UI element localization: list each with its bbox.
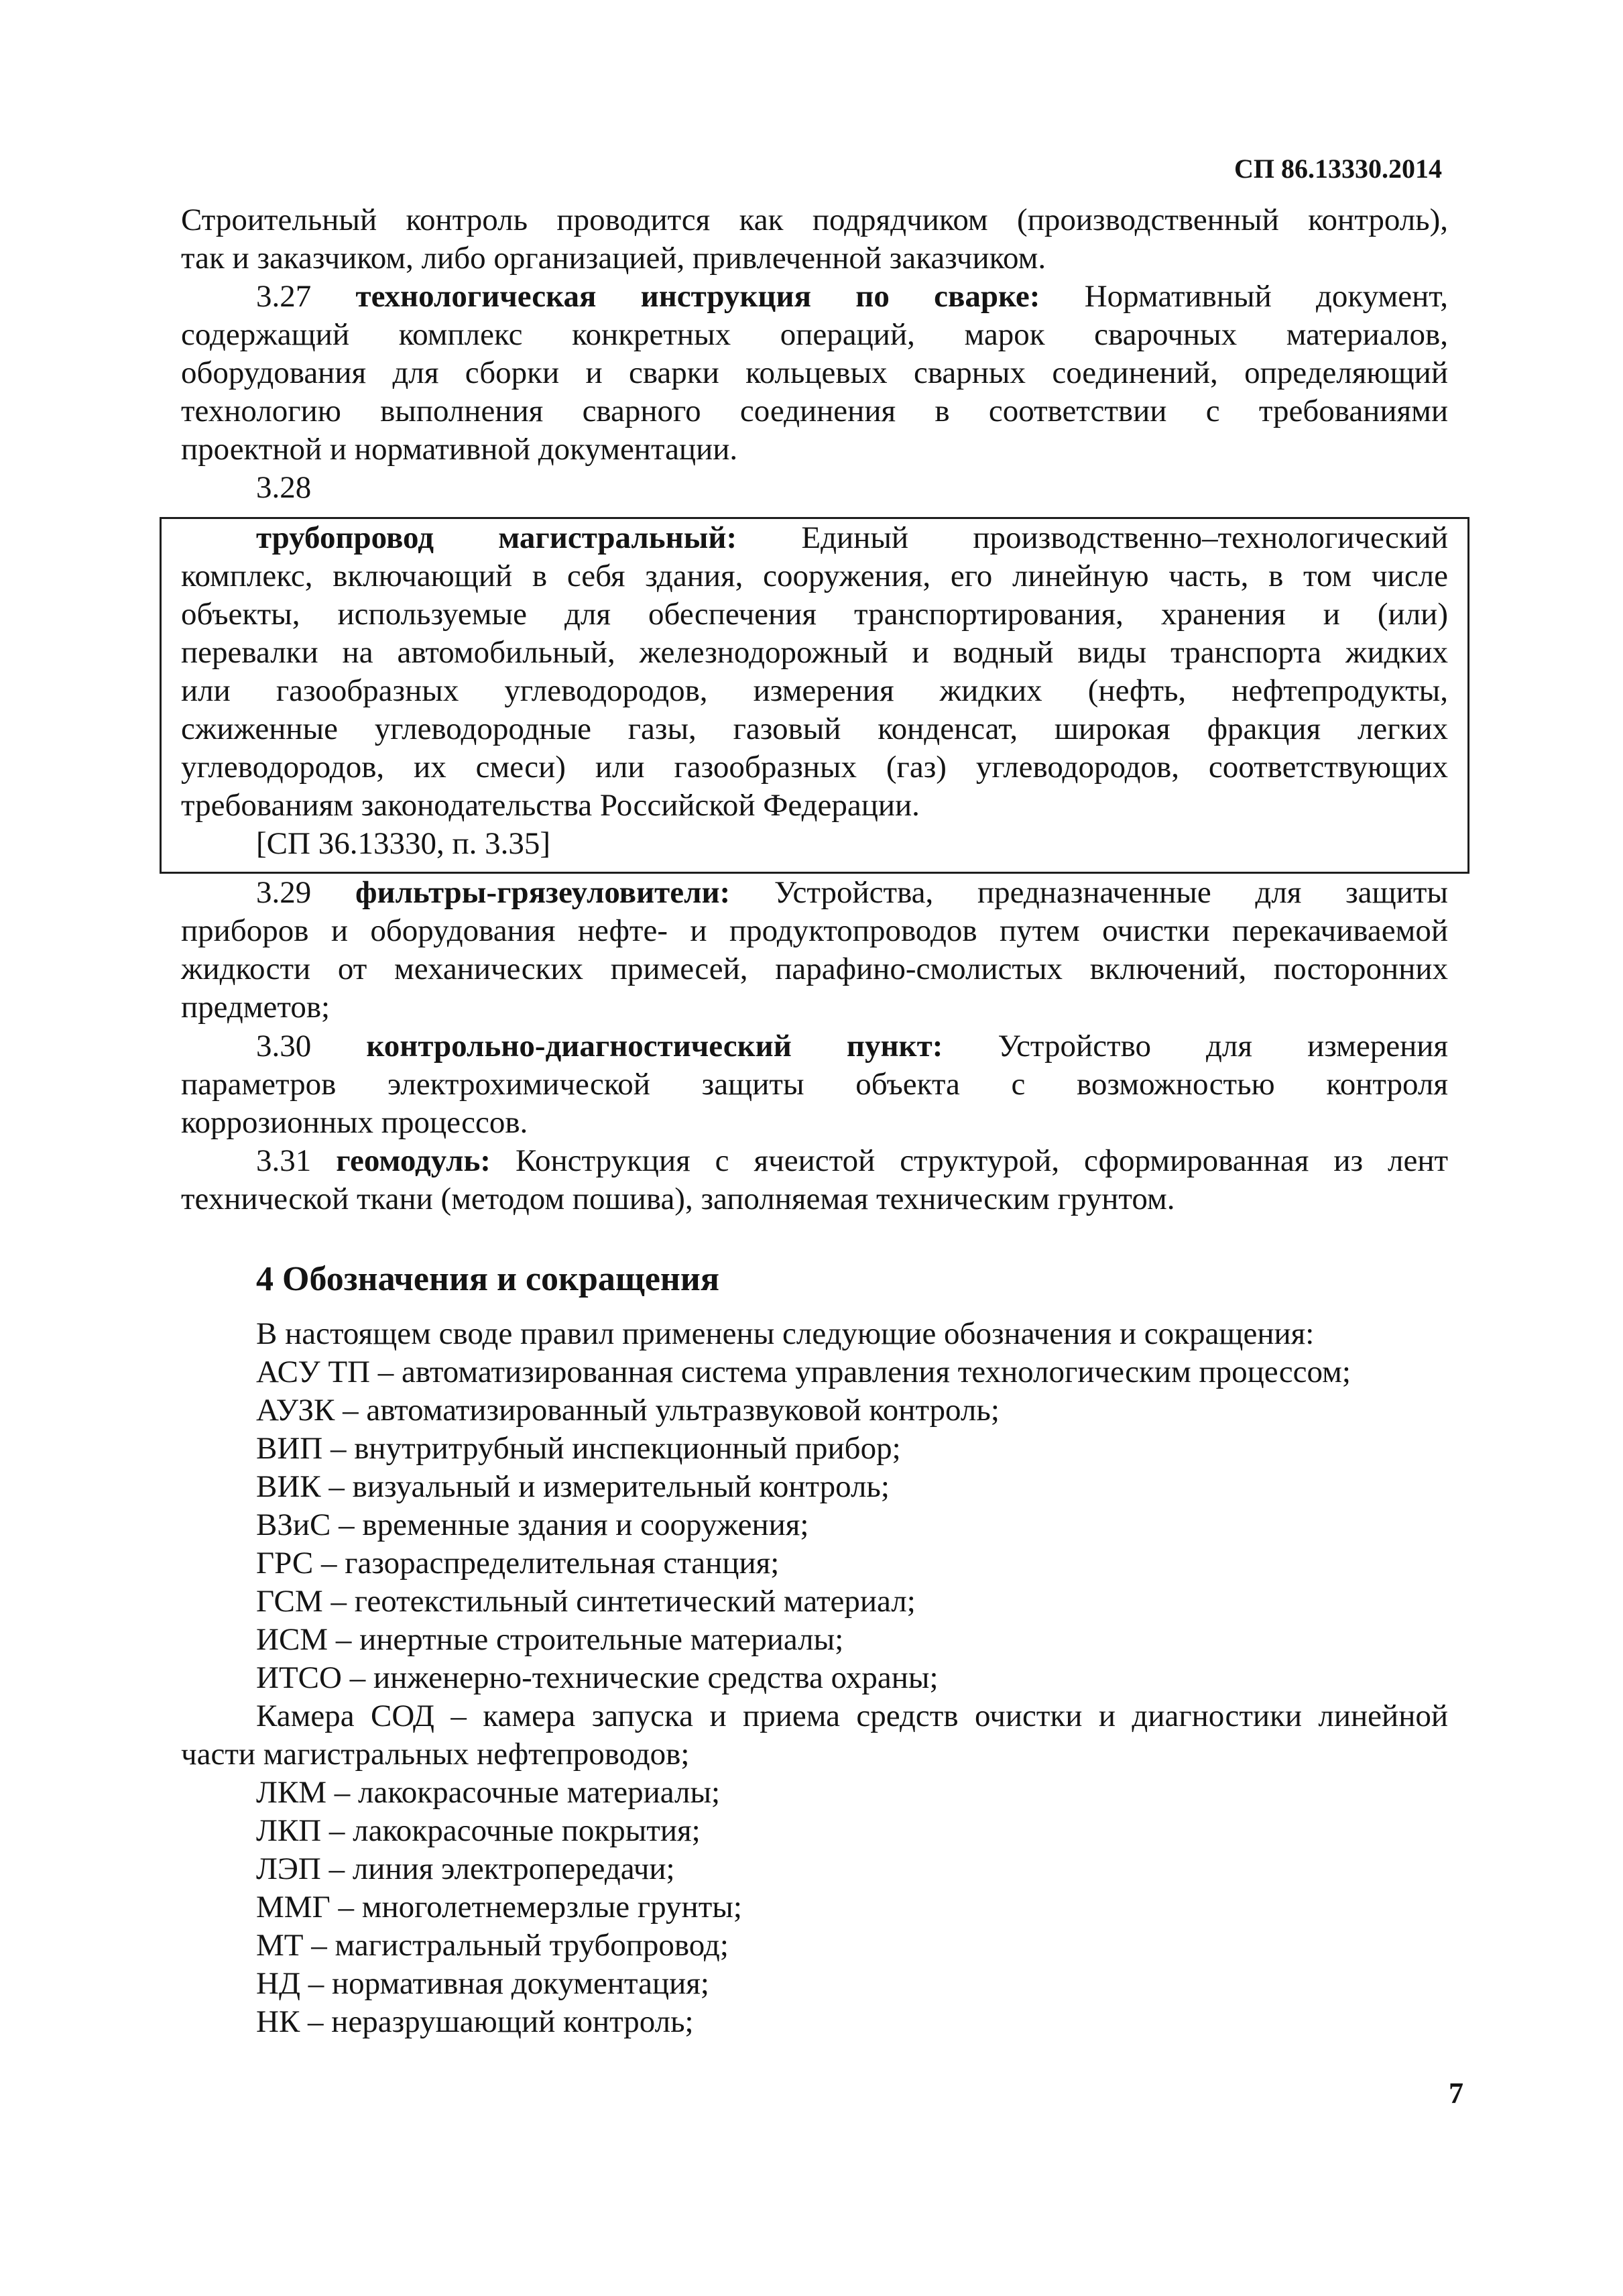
term-definition-start: Нормативный документ, <box>1084 279 1448 314</box>
text-line: проектной и нормативной документации. <box>181 432 738 467</box>
text-line: требованиям законодательства Российской Федерации. <box>181 788 920 823</box>
text-line: параметров электрохимической защиты объекта с возможностью контроля <box>181 1067 1448 1102</box>
text-line: сжиженные углеводородные газы, газовый конденсат, широкая фракция легких <box>181 711 1448 746</box>
term-name: геомодуль: <box>336 1143 491 1178</box>
abbreviation-item: ЛКП – лакокрасочные покрытия; <box>256 1813 701 1848</box>
term-3-29 <box>181 874 1448 1027</box>
term-first-line <box>181 278 1448 316</box>
text-line: технологию выполнения сварного соединения в соответствии с требованиями <box>181 394 1448 428</box>
term-definition-start: Конструкция с ячеистой структурой, сформированная из лент <box>515 1143 1449 1178</box>
text-line: жидкости от механических примесей, парафино-смолистых включений, посторонних <box>181 952 1448 986</box>
document-code: СП 86.13330.2014 <box>1234 154 1442 184</box>
term-first-line <box>181 1142 1448 1180</box>
abbreviation-item: НК – неразрушающий контроль; <box>256 2004 694 2039</box>
abbreviation-item: ВЗиС – временные здания и сооружения; <box>256 1507 809 1542</box>
abbreviation-item: АСУ ТП – автоматизированная система управления технологическим процессом; <box>256 1355 1351 1389</box>
abbreviation-item: ММГ – многолетнемерзлые грунты; <box>256 1890 742 1925</box>
reference: [СП 36.13330, п. 3.35] <box>256 826 550 861</box>
abbreviation-item: ГСМ – геотекстильный синтетический материал; <box>256 1584 916 1619</box>
abbreviation-item: Камера СОД – камера запуска и приема средств очистки и диагностики линейной <box>256 1699 1448 1733</box>
abbreviation-item: ИСМ – инертные строительные материалы; <box>256 1622 844 1657</box>
term-number: 3.31 <box>256 1143 312 1178</box>
text-line: технической ткани (методом пошива), заполняемая техническим грунтом. <box>181 1182 1175 1216</box>
term-definition-start: Устройство для измерения <box>998 1029 1449 1064</box>
term-3-27 <box>181 278 1448 469</box>
abbreviations-list <box>181 1315 1448 2041</box>
term-3-30 <box>181 1027 1448 1142</box>
abbreviation-item: ЛКМ – лакокрасочные материалы; <box>256 1775 721 1810</box>
term-first-line <box>181 519 1448 557</box>
abbreviation-item: ИТСО – инженерно-технические средства охраны; <box>256 1660 939 1695</box>
term-3-31 <box>181 1142 1448 1218</box>
text-line: оборудования для сборки и сварки кольцевых сварных соединений, определяющий <box>181 355 1448 390</box>
text-line: приборов и оборудования нефте- и продуктопроводов путем очистки перекачиваемой <box>181 913 1448 948</box>
term-definition-start: Устройства, предназначенные для защиты <box>774 875 1449 910</box>
text-line: содержащий комплекс конкретных операций, марок сварочных материалов, <box>181 317 1448 352</box>
text-line: комплекс, включающий в себя здания, сооружения, его линейную часть, в том числе <box>181 559 1448 593</box>
abbreviation-item-continuation: части магистральных нефтепроводов; <box>181 1737 690 1772</box>
text-line: перевалки на автомобильный, железнодорожный и водный виды транспорта жидких <box>181 635 1448 670</box>
section-heading: 4 Обозначения и сокращения <box>256 1260 719 1298</box>
term-name: фильтры-грязеуловители: <box>355 875 731 910</box>
text-line: так и заказчиком, либо организацией, привлеченной заказчиком. <box>181 241 1046 276</box>
text-line: Строительный контроль проводится как подрядчиком (производственный контроль), <box>181 203 1448 237</box>
term-name: контрольно-диагностический пункт: <box>366 1029 943 1064</box>
term-name: трубопровод магистральный: <box>256 520 737 555</box>
text-line: коррозионных процессов. <box>181 1105 528 1140</box>
term-definition-start: Единый производственно–технологический <box>801 520 1448 555</box>
term-first-line <box>181 874 1448 912</box>
term-number: 3.27 <box>256 279 312 314</box>
term-number: 3.30 <box>256 1029 312 1064</box>
abbreviation-item: НД – нормативная документация; <box>256 1966 709 2001</box>
abbreviation-item: ГРС – газораспределительная станция; <box>256 1546 780 1581</box>
page-number: 7 <box>1449 2077 1463 2110</box>
text-line: объекты, используемые для обеспечения транспортирования, хранения и (или) <box>181 597 1448 632</box>
abbreviation-item: ВИК – визуальный и измерительный контроль; <box>256 1469 890 1504</box>
term-first-line <box>181 1027 1448 1066</box>
abbreviation-item: ЛЭП – линия электропередачи; <box>256 1851 675 1886</box>
section-intro: В настоящем своде правил применены следующие обозначения и сокращения: <box>256 1316 1315 1351</box>
abbreviation-item: АУЗК – автоматизированный ультразвуковой контроль; <box>256 1393 1000 1428</box>
abbreviation-item: МТ – магистральный трубопровод; <box>256 1928 729 1963</box>
term-name: технологическая инструкция по сварке: <box>355 279 1040 314</box>
text-line: предметов; <box>181 990 330 1025</box>
text-line: или газообразных углеводородов, измерения жидких (нефть, нефтепродукты, <box>181 673 1448 708</box>
text-line: углеводородов, их смеси) или газообразных (газ) углеводородов, соответствующих <box>181 750 1448 785</box>
term-3-28 <box>181 519 1448 863</box>
term-3-28-number-line <box>181 469 1448 507</box>
term-number: 3.29 <box>256 875 312 910</box>
intro-paragraph <box>181 201 1448 278</box>
term-number: 3.28 <box>256 470 312 505</box>
abbreviation-item: ВИП – внутритрубный инспекционный прибор; <box>256 1431 901 1466</box>
